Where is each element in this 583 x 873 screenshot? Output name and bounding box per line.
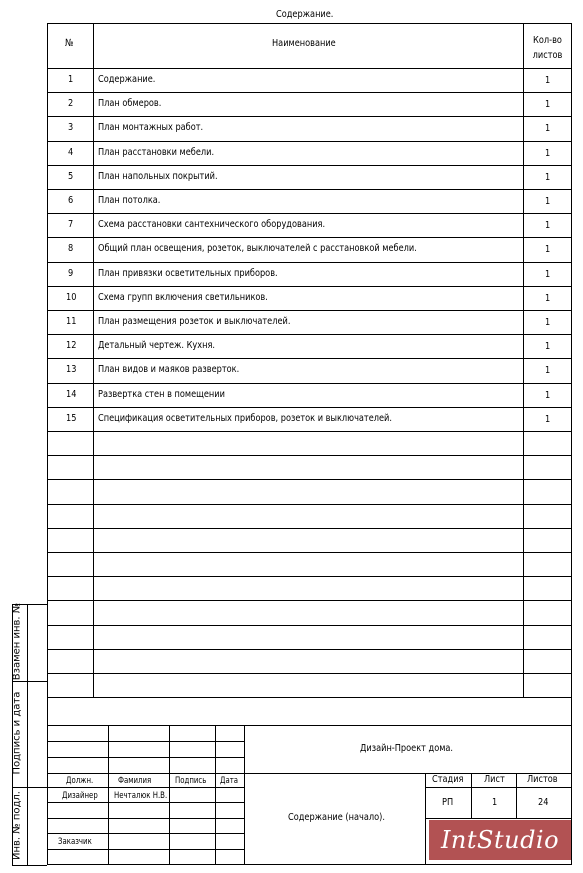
- designer-name: Нечталюк Н.В.: [114, 791, 168, 801]
- row-name: План напольных покрытий.: [98, 171, 218, 182]
- row-number: 10: [66, 292, 77, 303]
- row-name: Схема расстановки сантехнического оборудования.: [98, 219, 326, 230]
- row-sheets: 1: [545, 75, 551, 86]
- col-surname-label: Фамилия: [118, 776, 152, 786]
- row-name: План видов и маяков разверток.: [98, 364, 240, 375]
- table-hline: [47, 552, 572, 553]
- row-number: 3: [68, 122, 74, 133]
- table-hline: [47, 383, 572, 384]
- row-sheets: 1: [545, 148, 551, 159]
- project-title: Дизайн-Проект дома.: [360, 743, 454, 754]
- page-title: Содержание.: [276, 9, 334, 20]
- table-hline: [47, 649, 572, 650]
- row-name: План потолка.: [98, 195, 161, 206]
- row-sheets: 1: [545, 196, 551, 207]
- row-sheets: 1: [545, 317, 551, 328]
- table-hline: [47, 189, 572, 190]
- stage-value: РП: [442, 797, 454, 808]
- row-number: 2: [68, 98, 74, 109]
- col-role-label: Должн.: [66, 776, 94, 786]
- row-number: 8: [68, 243, 74, 254]
- col-date-label: Дата: [220, 776, 239, 786]
- sheet-title: Содержание (начало).: [288, 812, 385, 823]
- table-hline: [47, 213, 572, 214]
- row-sheets: 1: [545, 414, 551, 425]
- table-hline: [47, 358, 572, 359]
- inv-orig-label: Инв. № подл.: [11, 791, 23, 860]
- row-sheets: 1: [545, 220, 551, 231]
- row-name: План монтажных работ.: [98, 122, 204, 133]
- row-sheets: 1: [545, 293, 551, 304]
- header-name: Наименование: [272, 38, 336, 49]
- table-hline: [47, 528, 572, 529]
- row-number: 11: [66, 316, 77, 327]
- table-hline: [47, 116, 572, 117]
- sign-date-label: Подпись и дата: [11, 691, 23, 775]
- designer-role: Дизайнер: [62, 791, 98, 801]
- table-hline: [47, 504, 572, 505]
- table-hline: [47, 576, 572, 577]
- header-sheets: [527, 33, 568, 63]
- table-hline: [47, 479, 572, 480]
- row-name: План привязки осветительных приборов.: [98, 268, 278, 279]
- table-hline: [47, 625, 572, 626]
- row-name: План расстановки мебели.: [98, 147, 215, 158]
- table-hline: [47, 673, 572, 674]
- table-hline: [47, 141, 572, 142]
- row-sheets: 1: [545, 269, 551, 280]
- row-number: 7: [68, 219, 74, 230]
- row-sheets: 1: [545, 244, 551, 255]
- row-sheets: 1: [545, 172, 551, 183]
- sheet-value: 1: [492, 797, 498, 808]
- row-name: План размещения розеток и выключателей.: [98, 316, 291, 327]
- row-name: Спецификация осветительных приборов, розеток и выключателей.: [98, 413, 392, 424]
- row-name: План обмеров.: [98, 98, 162, 109]
- row-name: Детальный чертеж. Кухня.: [98, 340, 216, 351]
- row-number: 5: [68, 171, 74, 182]
- replaced-inv-label: Взамен инв. №: [11, 602, 23, 681]
- row-number: 15: [66, 413, 77, 424]
- row-number: 1: [68, 74, 74, 85]
- row-name: Схема групп включения светильников.: [98, 292, 268, 303]
- table-hline: [47, 237, 572, 238]
- row-number: 4: [68, 147, 74, 158]
- table-hline: [47, 262, 572, 263]
- table-hline: [47, 407, 572, 408]
- table-hline: [47, 600, 572, 601]
- sheets-label: Листов: [527, 774, 558, 785]
- table-hline: [47, 286, 572, 287]
- customer-role: Заказчик: [58, 837, 92, 847]
- stage-label: Стадия: [432, 774, 464, 785]
- row-name: Развертка стен в помещении: [98, 389, 225, 400]
- table-hline: [47, 165, 572, 166]
- sheets-value: 24: [538, 797, 549, 808]
- row-number: 14: [66, 389, 77, 400]
- row-sheets: 1: [545, 99, 551, 110]
- col-sign-label: Подпись: [175, 776, 207, 786]
- row-sheets: 1: [545, 390, 551, 401]
- header-sheets-text: Кол-во листов: [532, 35, 563, 61]
- intstudio-logo: IntStudio: [429, 820, 571, 860]
- row-number: 9: [68, 268, 74, 279]
- row-number: 13: [66, 364, 77, 375]
- header-num: №: [65, 38, 74, 49]
- row-sheets: 1: [545, 365, 551, 376]
- row-name: Содержание.: [98, 74, 156, 85]
- table-hline: [47, 455, 572, 456]
- table-hline: [47, 310, 572, 311]
- table-hline: [47, 92, 572, 93]
- row-number: 12: [66, 340, 77, 351]
- row-name: Общий план освещения, розеток, выключателей с расстановкой мебели.: [98, 243, 417, 254]
- table-hline: [47, 431, 572, 432]
- table-vline: [523, 23, 524, 697]
- table-hline: [47, 334, 572, 335]
- table-vline: [93, 23, 94, 697]
- row-sheets: 1: [545, 123, 551, 134]
- row-sheets: 1: [545, 341, 551, 352]
- sheet-label: Лист: [484, 774, 505, 785]
- table-hline: [47, 68, 572, 69]
- row-number: 6: [68, 195, 74, 206]
